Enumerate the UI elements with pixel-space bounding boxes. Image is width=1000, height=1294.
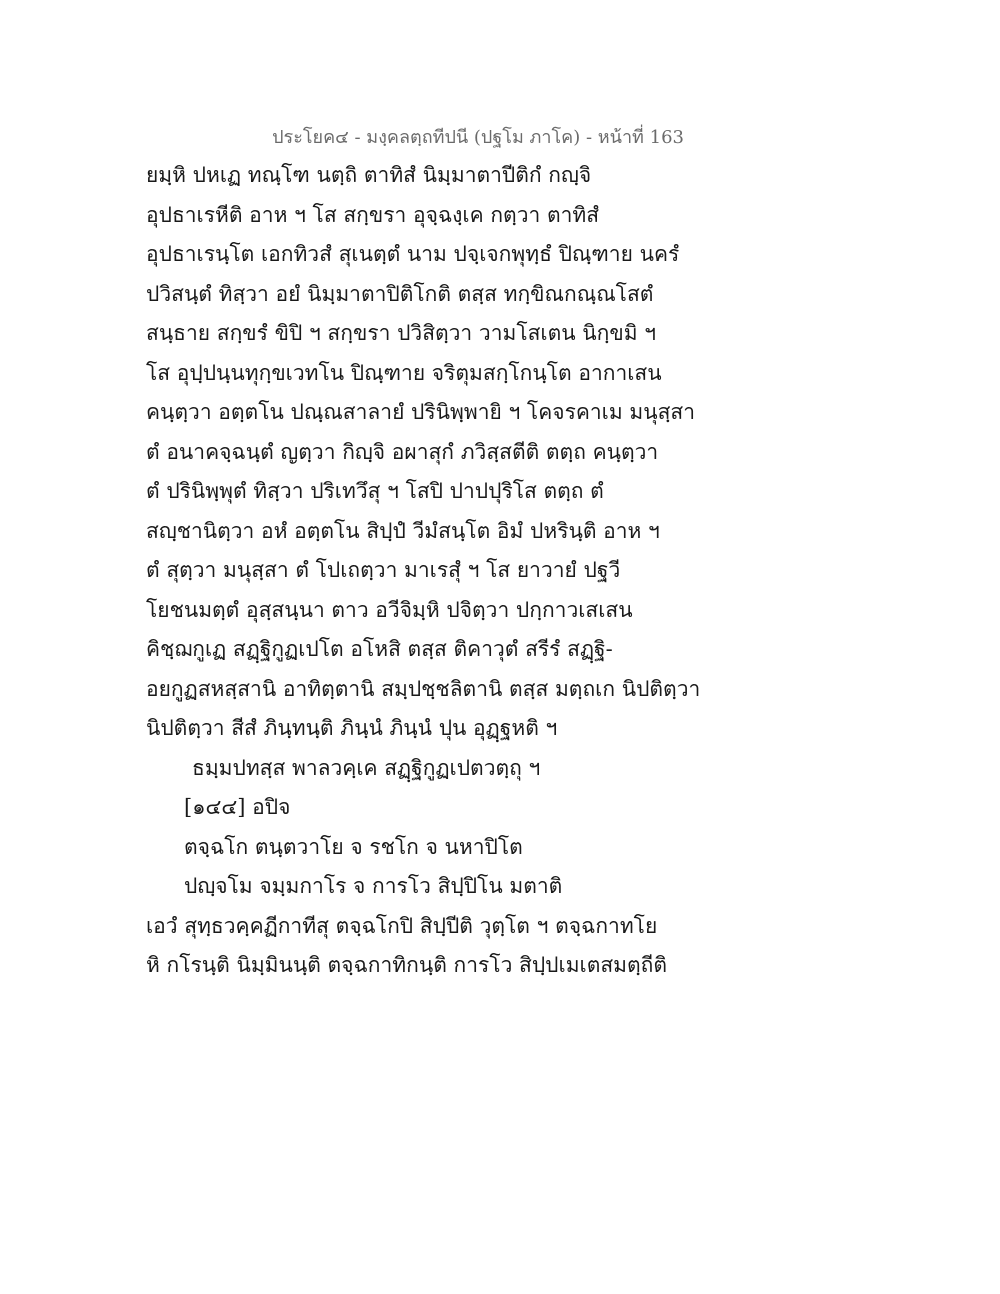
prose-line: โยชนมตฺตํ อุสฺสนฺนา ตาว อวีจิมฺหิ ปจิตฺวา ปกฺกาวเสเสน (146, 597, 633, 622)
prose-line: ปวิสนฺตํ ทิสฺวา อยํ นิมฺมาตาปิติโกติ ตสฺส ทกฺขิณกณฺณโสตํ (146, 281, 654, 306)
prose-line: อุปธาเรนฺโต เอกทิวสํ สุเนตฺตํ นาม ปจฺเจกพุทฺธํ ปิณฺฑาย นครํ (146, 242, 680, 266)
verse-source-citation: ธมฺมปทสฺส พาลวคฺเค สฏฺฐิกูฏเปตวตฺถุ ฯ (192, 755, 541, 780)
running-header: ประโยค๔ - มงฺคลตฺถทีปนี (ปฐโม ภาโค) - หน้าที่ 163 (272, 127, 684, 148)
prose-line: ตํ ปรินิพฺพุตํ ทิสฺวา ปริเทวึสุ ฯ โสปิ ปาปปุริโส ตตฺถ ตํ (146, 479, 604, 503)
prose-line: สญฺชานิตฺวา อหํ อตฺตโน สิปฺปํ วีมํสนฺโต อิมํ ปหรินฺติ อาห ฯ (146, 518, 660, 543)
prose-line: คิชฺฌกูเฏ สฏฺฐิกูฏเปโต อโหสิ ตสฺส ติคาวุตํ สรีรํ สฏฺฐิ- (146, 637, 613, 661)
closing-line: เอวํ สุทฺธวคฺคฏีกาทีสุ ตจฺฉโกปิ สิปฺปีติ วุตฺโต ฯ ตจฺฉกาทโย (146, 913, 658, 938)
verse-line: ตจฺฉโก ตนฺตวาโย จ รชโก จ นหาปิโต (184, 834, 523, 859)
prose-line: โส อุปฺปนฺนทุกฺขเวทโน ปิณฺฑาย จริตุมสกฺโกนฺโต อากาเสน (146, 360, 662, 385)
prose-line: อุปธาเรหีติ อาห ฯ โส สกฺขรา อุจฺฉงฺเค กตฺวา ตาทิสํ (146, 202, 600, 227)
closing-line: หิ กโรนฺติ นิมฺมินนฺติ ตจฺฉกาทิกนฺติ การโว สิปฺปเมเตสมตฺถีติ (146, 953, 668, 977)
prose-line: ยมฺหิ ปหเฏ ทณฺโฑ นตฺถิ ตาทิสํ นิมฺมาตาปีติกํ กญฺจิ (146, 163, 592, 187)
prose-line: คนฺตฺวา อตฺตโน ปณฺณสาลายํ ปรินิพฺพายิ ฯ โคจรคาเม มนุสฺสา (146, 400, 696, 424)
body-text (146, 156, 706, 986)
prose-line: สนฺธาย สกฺขรํ ขิปิ ฯ สกฺขรา ปวิสิตฺวา วามโสเตน นิกฺขมิ ฯ (146, 321, 657, 345)
prose-line: อยกูฏสหสฺสานิ อาทิตฺตานิ สมฺปชฺชลิตานิ ตสฺส มตฺถเก นิปติตฺวา (146, 676, 701, 701)
prose-line: ตํ สุตฺวา มนุสฺสา ตํ โปเถตฺวา มาเรสุํ ฯ โส ยาวายํ ปฐวี (146, 558, 621, 582)
section-heading: [๑๔๔] อปิจ (184, 795, 291, 819)
verse-line: ปญฺจโม จมฺมกาโร จ การโว สิปฺปิโน มตาติ (184, 874, 563, 898)
prose-line: ตํ อนาคจฺฉนฺตํ ญตฺวา กิญฺจิ อผาสุกํ ภวิสฺสตีติ ตตฺถ คนฺตฺวา (146, 439, 659, 464)
prose-line: นิปติตฺวา สีสํ ภินฺทนฺติ ภินฺนํ ภินฺนํ ปุน อุฏฺฐหติ ฯ (146, 716, 558, 740)
